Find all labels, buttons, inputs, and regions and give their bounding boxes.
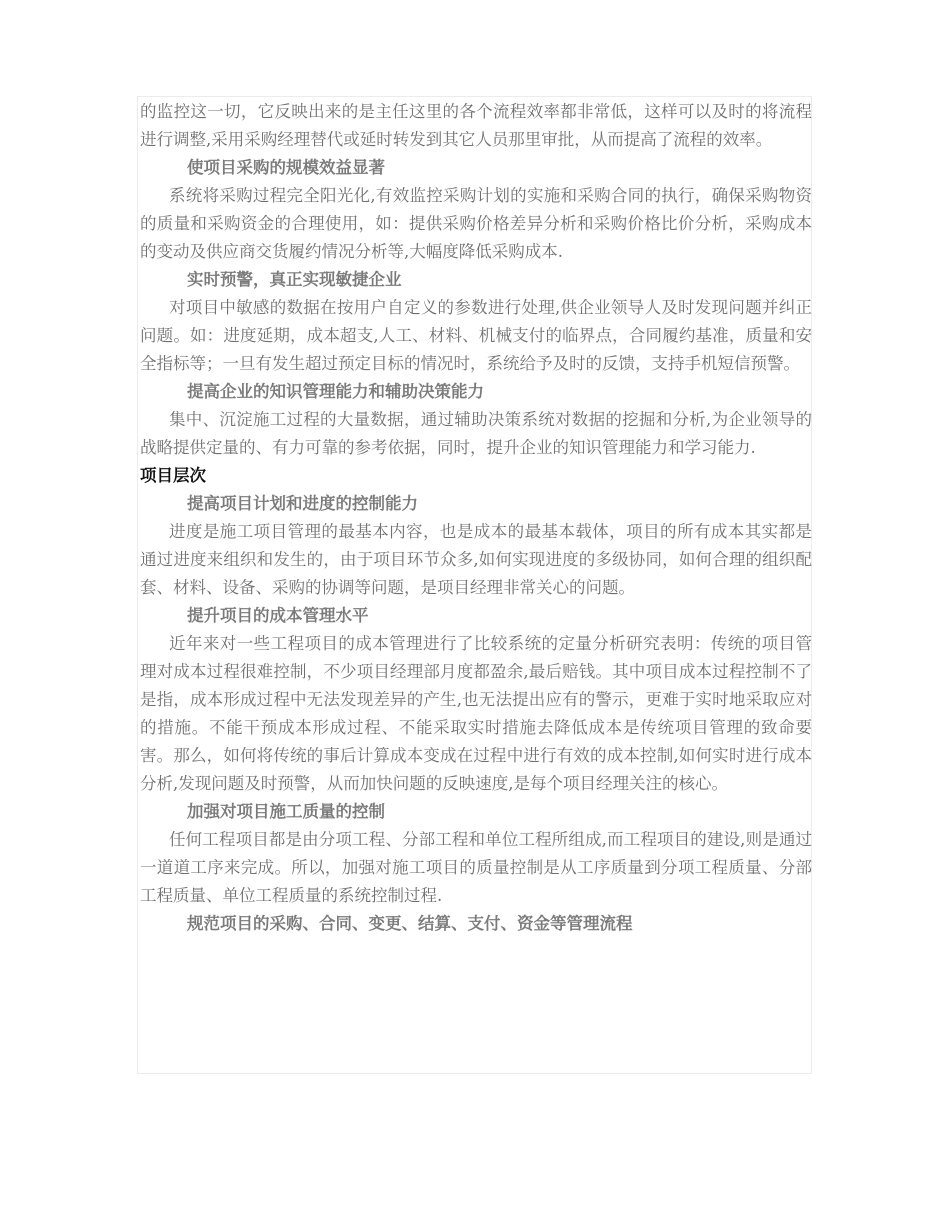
paragraph-procurement: 系统将采购过程完全阳光化,有效监控采购计划的实施和采购合同的执行，确保采购物资的质量和采购资金的合理使用，如：提供采购价格差异分析和采购价格比价分析，采购成本的变动及供应商交货履约情况分析等,大幅度降低采购成本.: [140, 186, 812, 261]
paragraph-knowledge-management: 集中、沉淀施工过程的大量数据，通过辅助决策系统对数据的挖掘和分析,为企业领导的战略提供定量的、有力可靠的参考依据，同时，提升企业的知识管理能力和学习能力.: [140, 410, 812, 457]
paragraph-quality-control: 任何工程项目都是由分项工程、分部工程和单位工程所组成,而工程项目的建设,则是通过一道道工序来完成。所以，加强对施工项目的质量控制是从工序质量到分项工程质量、分部工程质量、单位工程质量的系统控制过程.: [140, 830, 812, 905]
subheading-knowledge-management: 提高企业的知识管理能力和辅助决策能力: [187, 382, 484, 401]
subheading-quality-control: 加强对项目施工质量的控制: [187, 802, 385, 821]
document-body: [140, 98, 812, 938]
subheading-cost-management: 提升项目的成本管理水平: [187, 606, 369, 625]
paragraph-process-monitoring: 的监控这一切，它反映出来的是主任这里的各个流程效率都非常低，这样可以及时的将流程进行调整,采用采购经理替代或延时转发到其它人员那里审批，从而提高了流程的效率。: [140, 102, 812, 149]
subheading-realtime-warning: 实时预警，真正实现敏捷企业: [187, 270, 402, 289]
section-title-project-level: 项目层次: [140, 466, 206, 485]
paragraph-schedule-control: 进度是施工项目管理的最基本内容，也是成本的最基本载体，项目的所有成本其实都是通过进度来组织和发生的，由于项目环节众多,如何实现进度的多级协同，如何合理的组织配套、材料、设备、采购的协调等问题，是项目经理非常关心的问题。: [140, 522, 812, 597]
paragraph-cost-management: 近年来对一些工程项目的成本管理进行了比较系统的定量分析研究表明：传统的项目管理对成本过程很难控制，不少项目经理部月度都盈余,最后赔钱。其中项目成本过程控制不了是指，成本形成过程中无法发现差异的产生,也无法提出应有的警示，更难于实时地采取应对的措施。不能干预成本形成过程、不能采取实时措施去降低成本是传统项目管理的致命要害。那么，如何将传统的事后计算成本变成在过程中进行有效的成本控制,如何实时进行成本分析,发现问题及时预警，从而加快问题的反映速度,是每个项目经理关注的核心。: [140, 634, 812, 793]
subheading-schedule-control: 提高项目计划和进度的控制能力: [187, 494, 418, 513]
paragraph-realtime-warning: 对项目中敏感的数据在按用户自定义的参数进行处理,供企业领导人及时发现问题并纠正问题。如：进度延期，成本超支,人工、材料、机械支付的临界点，合同履约基准，质量和安全指标等；一旦有发生超过预定目标的情况时，系统给予及时的反馈，支持手机短信预警。: [140, 298, 812, 373]
subheading-procurement-scale: 使项目采购的规模效益显著: [187, 158, 385, 177]
subheading-management-process: 规范项目的采购、合同、变更、结算、支付、资金等管理流程: [187, 914, 633, 933]
